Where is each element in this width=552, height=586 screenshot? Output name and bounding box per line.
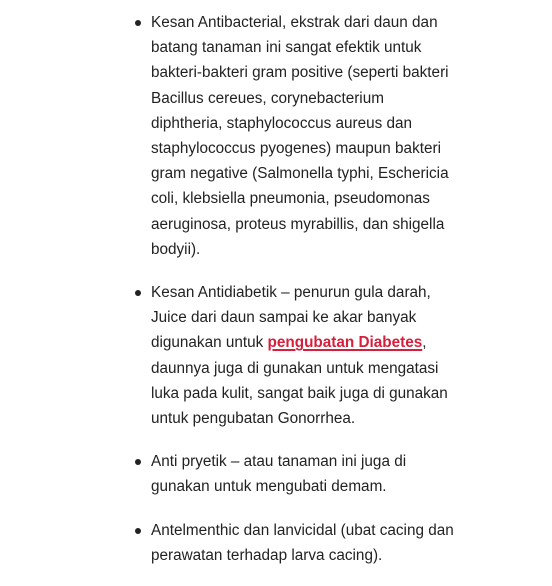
bullet-icon: [135, 459, 141, 465]
list-item-text-before: Kesan Antidiabetik – penurun gula darah, Juice dari daun sampai ke akar banyak digunakan untuk: [151, 284, 431, 352]
list-item-antibacterial: [135, 10, 455, 262]
list-item-text-after: , daunnya juga di gunakan untuk mengatasi luka pada kulit, sangat baik juga di gunakan untuk pengubatan Gonorrhea.: [151, 334, 448, 428]
list-item-text: Anti pryetik – atau tanaman ini juga di gunakan untuk mengubati demam.: [151, 453, 407, 496]
list-item-antidiabetic: [135, 280, 455, 431]
list-item-text: Antelmenthic dan lanvicidal (ubat cacing dan perawatan terhadap larva cacing).: [151, 521, 454, 564]
bullet-icon: [135, 528, 141, 534]
diabetes-treatment-link[interactable]: pengubatan Diabetes: [267, 334, 423, 352]
bullet-icon: [135, 290, 141, 296]
benefits-list: [135, 10, 455, 586]
bullet-icon: [135, 20, 141, 26]
list-item-text: Kesan Antibacterial, ekstrak dari daun dan batang tanaman ini sangat efektik untuk bakteri-bakteri gram positive (seperti bakteri Bacillus cereues, corynebacterium diphtheria, staphylococcus aureus dan staphylococcus pyogenes) maupun bakteri gram negative (Salmonella typhi, Eschericia coli, klebsiella pneumonia, pseudomonas aeruginosa, proteus myrabillis, dan shigella bodyii).: [151, 14, 449, 258]
list-item-anthelmintic: [135, 518, 455, 568]
list-item-antipyretic: [135, 449, 455, 499]
